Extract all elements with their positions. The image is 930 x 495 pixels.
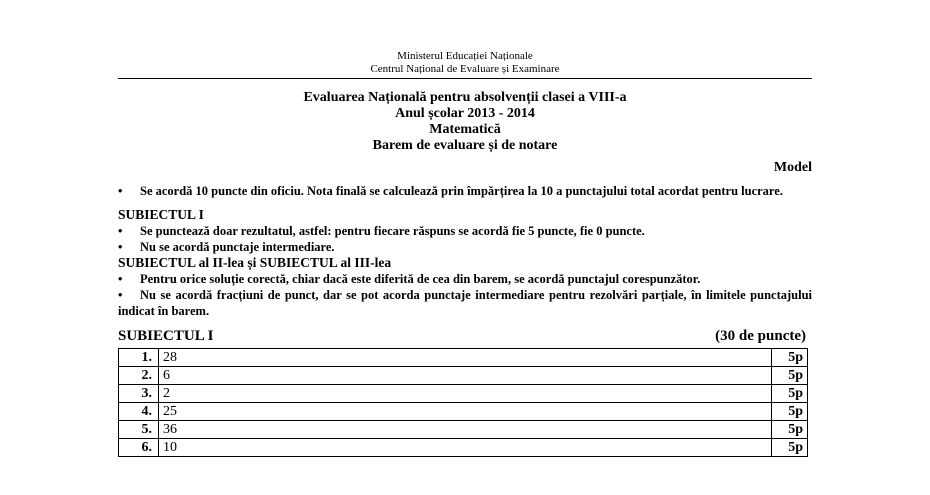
row-points: 5p [772,439,808,457]
model-label: Model [773,160,812,175]
row-number: 5. [119,421,159,439]
table-row [119,403,808,421]
table-row [119,367,808,385]
note-s23-b2: • Nu se acordă fracțiuni de punct, dar se pot acorda punctaje intermediare pentru rezolvări parțiale, în limitele punctajului indicat în barem. [118,288,812,318]
row-answer: 36 [159,421,772,439]
row-points: 5p [772,403,808,421]
note-s1-b1: • Se punctează doar rezultatul, astfel: pentru fiecare răspuns se acordă fie 5 puncte, fie 0 puncte. [118,224,645,238]
note-general: • Se acordă 10 puncte din oficiu. Nota finală se calculează prin împărțirea la 10 a punctajului total acordat pentru lucrare. [118,184,783,198]
row-answer: 6 [159,367,772,385]
note-s23-b1: • Pentru orice soluție corectă, chiar dacă este diferită de cea din barem, se acordă punctajul corespunzător. [118,272,701,286]
bullet-icon: • [118,184,123,198]
bullet-icon: • [118,272,123,286]
grading-notes [118,183,812,319]
center-header: Centrul Național de Evaluare și Examinare [370,63,560,75]
bullet-icon: • [118,240,123,254]
note-s1-b2: • Nu se acordă punctaje intermediare. [118,240,335,254]
title-block [118,90,812,154]
table-row [119,439,808,457]
bullet-icon: • [118,288,123,302]
row-answer: 2 [159,385,772,403]
subject1-points: (30 de puncte) [715,328,806,344]
bullet-icon: • [118,224,123,238]
exam-title: Evaluarea Națională pentru absolvenții clasei a VIII-a [303,90,627,105]
table-row [119,349,808,367]
note-s23-title: SUBIECTUL al II-lea și SUBIECTUL al III-lea [118,255,392,270]
row-number: 6. [119,439,159,457]
note-s1-title: SUBIECTUL I [118,207,204,222]
subject-title: Matematică [429,122,501,137]
row-points: 5p [772,421,808,439]
document-title: Barem de evaluare și de notare [372,138,558,153]
table-row [119,385,808,403]
row-number: 4. [119,403,159,421]
table-row [119,421,808,439]
row-answer: 10 [159,439,772,457]
row-answer: 25 [159,403,772,421]
subject1-heading [118,328,812,345]
school-year: Anul școlar 2013 - 2014 [395,106,535,121]
row-points: 5p [772,367,808,385]
row-points: 5p [772,349,808,367]
ministry-header: Ministerul Educației Naționale [397,50,533,62]
subject1-title: SUBIECTUL I [118,328,214,344]
row-number: 1. [119,349,159,367]
row-number: 2. [119,367,159,385]
answers-table [118,348,808,457]
row-points: 5p [772,385,808,403]
row-answer: 28 [159,349,772,367]
header-divider [118,78,812,79]
document-page [118,0,812,457]
row-number: 3. [119,385,159,403]
